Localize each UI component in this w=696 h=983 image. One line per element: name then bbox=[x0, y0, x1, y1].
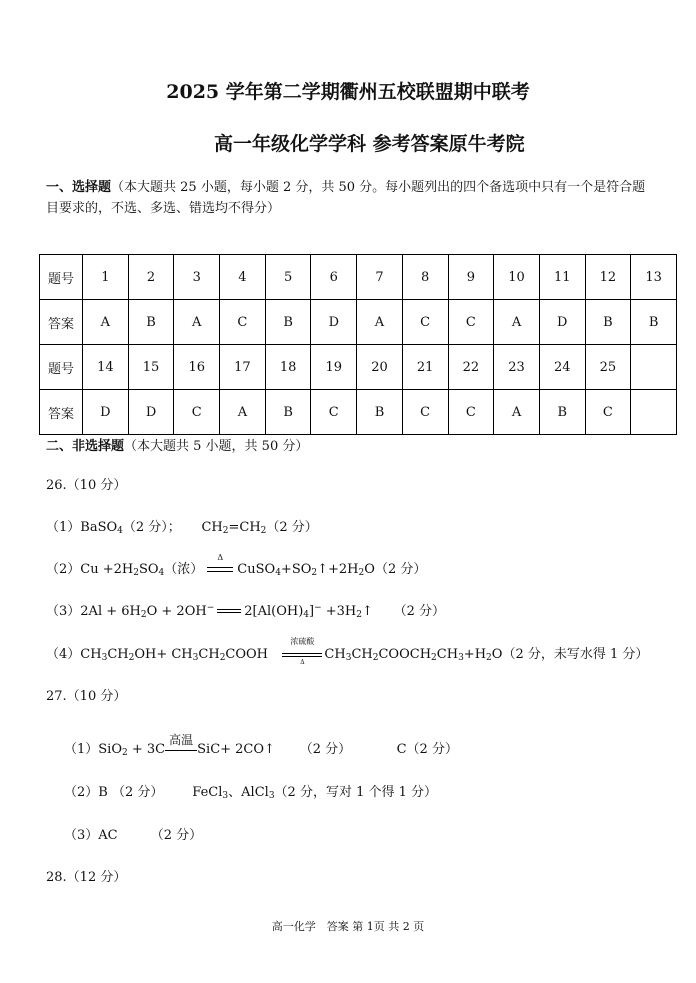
table-cell: B bbox=[265, 390, 311, 435]
conc-note: （浓） bbox=[164, 562, 204, 577]
table-cell: 21 bbox=[402, 345, 448, 390]
table-cell: 5 bbox=[265, 255, 311, 300]
part-label: （3） bbox=[64, 828, 99, 843]
table-cell: 3 bbox=[174, 255, 220, 300]
table-cell: 25 bbox=[585, 345, 631, 390]
table-cell: C bbox=[174, 390, 220, 435]
part-label: （2） bbox=[46, 562, 81, 577]
section1-heading: 一、选择题 bbox=[46, 180, 112, 195]
table-cell: 2 bbox=[128, 255, 174, 300]
q27-part1: （1）SiO$_2$ + 3C 高温 SiC+ 2CO↑ （2 分） C（2 分） bbox=[64, 732, 458, 758]
document-title: 2025 学年第二学期衢州五校联盟期中联考 bbox=[166, 81, 530, 103]
table-cell: 14 bbox=[83, 345, 129, 390]
heat-symbol: Δ bbox=[217, 552, 224, 562]
table-cell: 8 bbox=[402, 255, 448, 300]
table-cell: 4 bbox=[220, 255, 266, 300]
table-cell: C bbox=[402, 390, 448, 435]
score-text: （2 分） bbox=[374, 562, 427, 577]
part-label: （1） bbox=[64, 742, 99, 757]
table-row-questions-1 bbox=[40, 255, 677, 300]
part-label: （4） bbox=[46, 647, 81, 662]
high-temp-arrow-icon bbox=[165, 732, 197, 755]
section2-note: （本大题共 5 小题，共 50 分） bbox=[124, 439, 309, 454]
table-cell bbox=[631, 390, 677, 435]
part-label: （2） bbox=[64, 785, 99, 800]
equals-icon bbox=[217, 608, 241, 616]
table-cell: 10 bbox=[494, 255, 540, 300]
table-cell: A bbox=[494, 390, 540, 435]
table-cell: C bbox=[311, 390, 357, 435]
table-cell: B bbox=[585, 300, 631, 345]
part-label: （1） bbox=[46, 520, 81, 535]
table-cell: A bbox=[220, 390, 266, 435]
table-row-answers-1 bbox=[40, 300, 677, 345]
table-cell: 18 bbox=[265, 345, 311, 390]
table-cell: A bbox=[357, 300, 403, 345]
q28-header: 28.（12 分） bbox=[46, 870, 127, 885]
document-subtitle: 高一年级化学学科 参考答案原牛考院 bbox=[214, 133, 525, 155]
table-cell: C bbox=[448, 390, 494, 435]
table-cell: C bbox=[585, 390, 631, 435]
table-cell: 6 bbox=[311, 255, 357, 300]
row-label: 题号 bbox=[40, 255, 83, 300]
table-cell: B bbox=[539, 390, 585, 435]
table-cell: 20 bbox=[357, 345, 403, 390]
score-text: （2 分） bbox=[299, 742, 352, 757]
row-label: 答案 bbox=[40, 390, 83, 435]
q26-part3: $(3)2Al + 6H_2O + 2OH^-$ $2[Al(OH)_4]^-$ $+3H_2↑$ （2 分） bbox=[46, 603, 445, 620]
table-cell: A bbox=[494, 300, 540, 345]
table-cell: 11 bbox=[539, 255, 585, 300]
table-cell: 9 bbox=[448, 255, 494, 300]
table-cell: 15 bbox=[128, 345, 174, 390]
q26-part1: （1）BaSO$_4$（2 分）； $CH_2=CH_2(2$ 分） bbox=[46, 520, 318, 536]
table-row-answers-2 bbox=[40, 390, 677, 435]
table-cell: D bbox=[311, 300, 357, 345]
row-label: 答案 bbox=[40, 300, 83, 345]
section-free-response bbox=[46, 435, 308, 454]
table-cell: D bbox=[128, 390, 174, 435]
table-cell: C bbox=[448, 300, 494, 345]
table-cell: B bbox=[265, 300, 311, 345]
table-row-questions-2 bbox=[40, 345, 677, 390]
heat-equals-icon bbox=[207, 552, 233, 575]
table-cell: C bbox=[402, 300, 448, 345]
table-cell: 1 bbox=[83, 255, 129, 300]
row-label: 题号 bbox=[40, 345, 83, 390]
answer-text: AC bbox=[98, 828, 118, 843]
score-text: （2 分） bbox=[393, 604, 445, 619]
table-cell: C bbox=[220, 300, 266, 345]
table-cell: 22 bbox=[448, 345, 494, 390]
table-cell: A bbox=[174, 300, 220, 345]
section-multiple-choice bbox=[46, 177, 656, 219]
part-label: （3） bbox=[46, 604, 81, 619]
table-cell: 17 bbox=[220, 345, 266, 390]
table-cell: B bbox=[357, 390, 403, 435]
condition-label: 高温 bbox=[169, 732, 194, 747]
score-text: （2 分） bbox=[150, 828, 203, 843]
q27-part2: （2）B （2 分） FeCl$_3$、AlCl$_3$（2 分，写对 1 个得 1 分） bbox=[64, 785, 438, 801]
section2-heading: 二、非选择题 bbox=[46, 439, 125, 454]
table-cell bbox=[631, 345, 677, 390]
q26-part4: $(4)CH_3CH_2OH+$ $CH_3CH_2COOH$ 浓硫酸 Δ $CH_3CH_2COOCH_2CH_3+H_2O(2$ 分，未写水得 1 分） bbox=[46, 636, 649, 666]
score-text: （2 分）； bbox=[122, 520, 181, 535]
q26-header: 26.（10 分） bbox=[46, 478, 127, 493]
score-text: （2 分，未写水得 1 分） bbox=[502, 647, 649, 662]
heat-symbol: Δ bbox=[300, 658, 305, 666]
page-footer: 高一化学 答案 第 1页 共 2 页 bbox=[271, 920, 425, 933]
reversible-arrow-icon bbox=[282, 636, 322, 666]
score-text: （2 分，写对 1 个得 1 分） bbox=[274, 785, 438, 800]
answer-text: C（2 分） bbox=[396, 742, 458, 757]
table-cell: D bbox=[539, 300, 585, 345]
table-cell: B bbox=[631, 300, 677, 345]
table-cell: 13 bbox=[631, 255, 677, 300]
table-cell: 23 bbox=[494, 345, 540, 390]
answer-text: B （2 分） bbox=[98, 785, 164, 800]
table-cell: 19 bbox=[311, 345, 357, 390]
catalyst-label: 浓硫酸 bbox=[290, 636, 315, 646]
table-cell: B bbox=[128, 300, 174, 345]
answer-table bbox=[39, 254, 677, 435]
score-text: （2 分） bbox=[266, 520, 318, 535]
q26-part2: $(2)Cu +2H_2SO_4$（浓） Δ $CuSO_4+SO_2↑+2H_2O(2$ 分） bbox=[46, 552, 427, 578]
table-cell: 7 bbox=[357, 255, 403, 300]
table-cell: 16 bbox=[174, 345, 220, 390]
q27-header: 27.（10 分） bbox=[46, 689, 127, 704]
table-cell: 24 bbox=[539, 345, 585, 390]
section1-note: （本大题共 25 小题，每小题 2 分，共 50 分。每小题列出的四个备选项中只有一个是符合题目要求的，不选、多选、错选均不得分） bbox=[46, 180, 646, 216]
q27-part3 bbox=[64, 824, 202, 843]
table-cell: 12 bbox=[585, 255, 631, 300]
table-cell: D bbox=[83, 390, 129, 435]
table-cell: A bbox=[83, 300, 129, 345]
